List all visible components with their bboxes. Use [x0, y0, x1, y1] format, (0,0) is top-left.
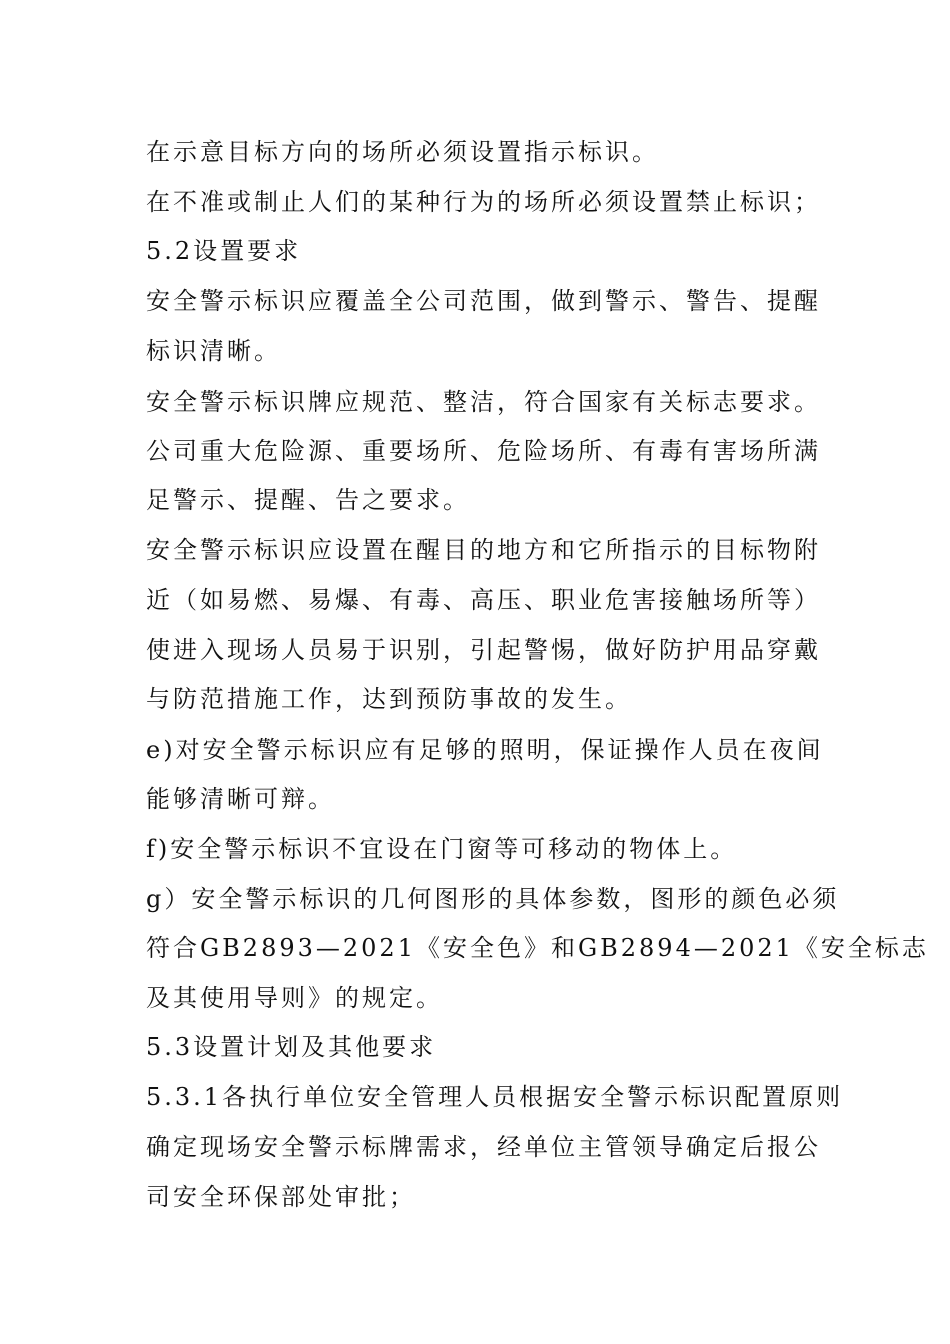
text-line: 在示意目标方向的场所必须设置指示标识。	[146, 138, 659, 166]
text-line: 安全警示标识牌应规范、整洁，符合国家有关标志要求。	[146, 388, 821, 416]
text-line: e)对安全警示标识应有足够的照明，保证操作人员在夜间	[146, 736, 824, 764]
text-line: f)安全警示标识不宜设在门窗等可移动的物体上。	[146, 835, 738, 863]
text-line: 及其使用导则》的规定。	[146, 984, 443, 1012]
section-heading: 5.3设置计划及其他要求	[146, 1033, 437, 1061]
text-line: 与防范措施工作，达到预防事故的发生。	[146, 685, 632, 713]
text-line: 使进入现场人员易于识别，引起警惕，做好防护用品穿戴	[146, 636, 821, 664]
text-line: 司安全环保部处审批；	[146, 1183, 416, 1211]
text-line: 公司重大危险源、重要场所、危险场所、有毒有害场所满	[146, 437, 821, 465]
text-line: 确定现场安全警示标牌需求，经单位主管领导确定后报公	[146, 1133, 821, 1161]
text-line: 5.3.1各执行单位安全管理人员根据安全警示标识配置原则	[146, 1083, 844, 1111]
text-line: 足警示、提醒、告之要求。	[146, 486, 470, 514]
text-line: g）安全警示标识的几何图形的具体参数，图形的颜色必须	[146, 885, 840, 913]
text-line: 近（如易燃、易爆、有毒、高压、职业危害接触场所等）	[146, 586, 821, 614]
text-line: 安全警示标识应覆盖全公司范围，做到警示、警告、提醒	[146, 287, 821, 315]
text-line: 安全警示标识应设置在醒目的地方和它所指示的目标物附	[146, 536, 821, 564]
section-heading: 5.2设置要求	[146, 237, 302, 265]
text-line: 在不准或制止人们的某种行为的场所必须设置禁止标识；	[146, 188, 821, 216]
text-line: 能够清晰可辩。	[146, 785, 335, 813]
text-line: 标识清晰。	[146, 337, 281, 365]
text-line: 符合GB2893—2021《安全色》和GB2894—2021《安全标志	[146, 934, 929, 962]
